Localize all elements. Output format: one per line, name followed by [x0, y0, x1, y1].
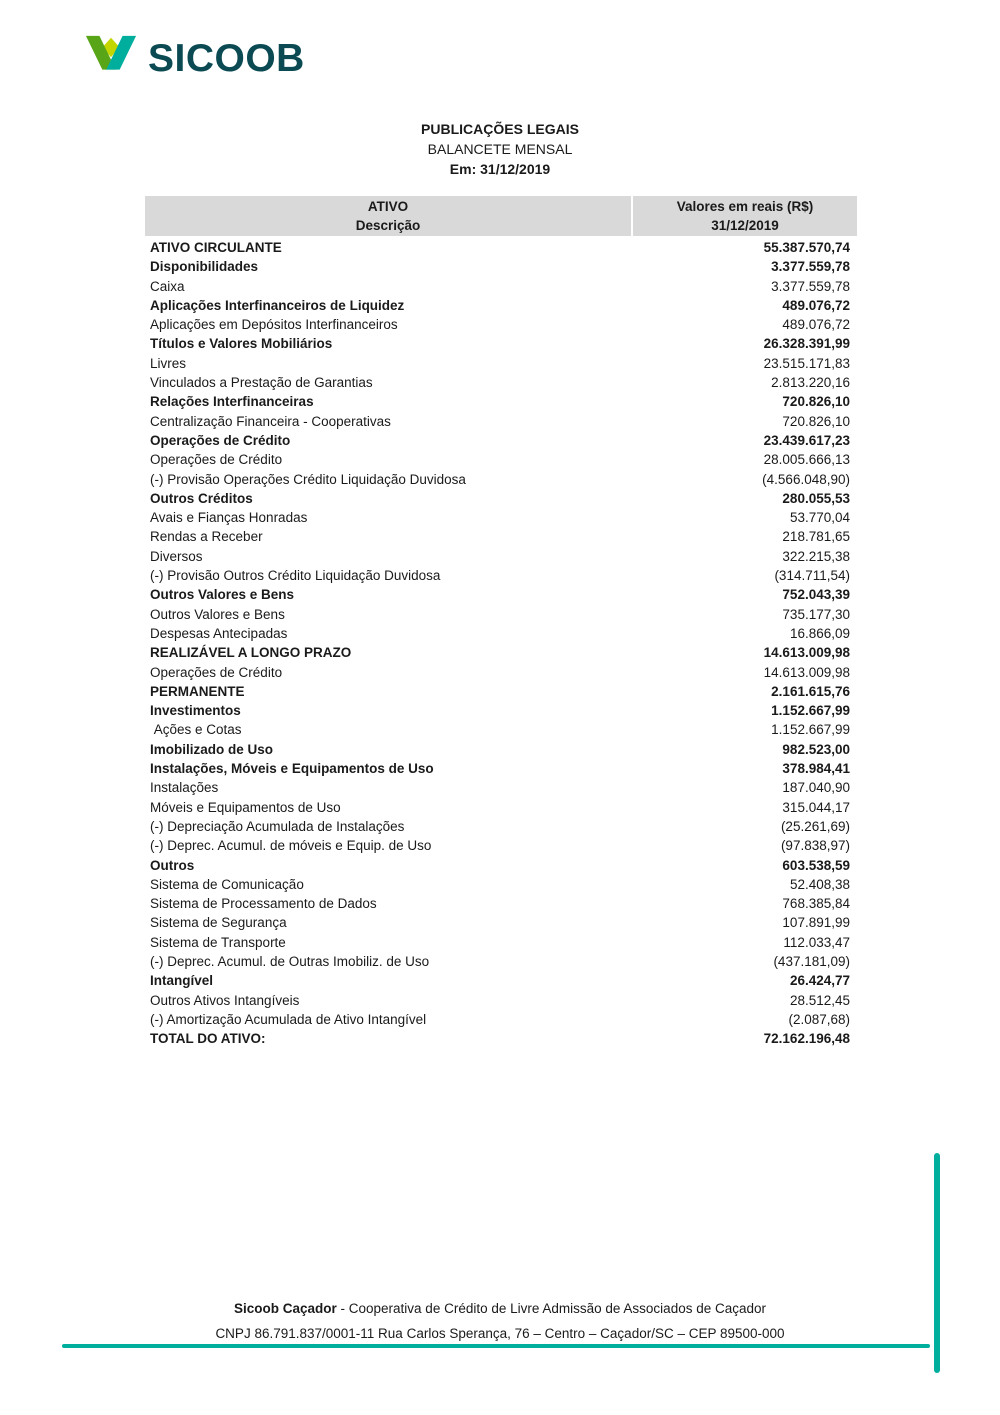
table-row: [145, 1029, 857, 1048]
table-row: [145, 450, 857, 469]
row-value: 28.005.666,13: [763, 452, 850, 468]
table-row: [145, 778, 857, 797]
table-row: [145, 277, 857, 296]
row-description: Avais e Fianças Honradas: [150, 510, 308, 526]
row-value: 112.033,47: [783, 934, 850, 950]
row-description: Imobilizado de Uso: [150, 741, 274, 757]
table-row: [145, 701, 857, 720]
table-row: [145, 952, 857, 971]
row-value: 322.215,38: [782, 548, 850, 564]
row-value: 23.439.617,23: [763, 432, 850, 448]
row-description: Despesas Antecipadas: [150, 625, 288, 641]
column-header-descricao: [145, 196, 631, 236]
row-description: (-) Provisão Outros Crédito Liquidação Duvidosa: [150, 568, 441, 584]
row-description: TOTAL DO ATIVO:: [150, 1031, 266, 1047]
row-value: 982.523,00: [782, 741, 850, 757]
table-row: [145, 527, 857, 546]
row-value: (97.838,97): [780, 838, 850, 854]
row-description: Móveis e Equipamentos de Uso: [150, 799, 341, 815]
row-value: 52.408,38: [789, 876, 850, 892]
table-row: [145, 933, 857, 952]
row-value: 26.424,77: [789, 973, 850, 989]
row-value: (437.181,09): [773, 953, 850, 969]
row-description: Outros: [150, 857, 195, 873]
table-row: [145, 836, 857, 855]
table-row: [145, 798, 857, 817]
row-value: 72.162.196,48: [763, 1031, 850, 1047]
row-description: Ações e Cotas: [150, 722, 242, 738]
row-description: PERMANENTE: [150, 683, 245, 699]
row-description: Sistema de Processamento de Dados: [150, 896, 377, 912]
row-description: Vinculados a Prestação de Garantias: [150, 375, 373, 391]
table-row: [145, 759, 857, 778]
sicoob-logo-text: SICOOB: [148, 37, 305, 80]
row-value: 3.377.559,78: [771, 278, 850, 294]
table-row: [145, 875, 857, 894]
sicoob-logo: [84, 34, 305, 84]
row-description: REALIZÁVEL A LONGO PRAZO: [150, 645, 352, 661]
row-description: Títulos e Valores Mobiliários: [150, 336, 333, 352]
row-value: 489.076,72: [782, 297, 850, 313]
row-description: Aplicações em Depósitos Interfinanceiros: [150, 317, 398, 333]
row-description: Diversos: [150, 548, 203, 564]
row-description: Disponibilidades: [150, 259, 259, 275]
table-row: [145, 663, 857, 682]
table-row: [145, 392, 857, 411]
row-value: 107.891,99: [782, 915, 850, 931]
table-row: [145, 740, 857, 759]
row-value: 16.866,09: [789, 625, 850, 641]
row-value: 2.813.220,16: [771, 375, 850, 391]
row-value: 768.385,84: [782, 896, 850, 912]
footer: [0, 1296, 1000, 1346]
column-header-data-label: 31/12/2019: [711, 218, 779, 233]
sicoob-logo-icon: [84, 34, 138, 84]
row-value: (314.711,54): [774, 568, 850, 584]
row-description: Outros Valores e Bens: [150, 587, 295, 603]
row-description: Intangível: [150, 973, 214, 989]
row-description: Livres: [150, 355, 187, 371]
table-row: [145, 720, 857, 739]
row-description: Outros Ativos Intangíveis: [150, 992, 300, 1008]
table-row: [145, 624, 857, 643]
row-description: Operações de Crédito: [150, 452, 283, 468]
footer-line2: CNPJ 86.791.837/0001-11 Rua Carlos Sperança, 76 – Centro – Caçador/SC – CEP 89500-000: [215, 1326, 785, 1341]
column-header-valores: [633, 196, 857, 236]
row-value: 315.044,17: [782, 799, 850, 815]
column-header-valores-label: Valores em reais (R$): [676, 199, 814, 214]
row-value: 14.613.009,98: [763, 664, 850, 680]
row-description: Operações de Crédito: [150, 432, 291, 448]
row-value: (2.087,68): [788, 1011, 850, 1027]
row-value: 603.538,59: [782, 857, 850, 873]
table-row: [145, 547, 857, 566]
row-value: 720.826,10: [782, 413, 850, 429]
table-row: [145, 1010, 857, 1029]
balance-sheet-table: [145, 196, 857, 1048]
row-value: 489.076,72: [782, 317, 850, 333]
row-description: (-) Amortização Acumulada de Ativo Intangível: [150, 1011, 427, 1027]
row-description: (-) Deprec. Acumul. de móveis e Equip. de Uso: [150, 838, 432, 854]
row-description: Caixa: [150, 278, 185, 294]
row-value: (25.261,69): [780, 818, 850, 834]
accent-bar-vertical: [934, 1153, 940, 1373]
table-row: [145, 856, 857, 875]
table-row: [145, 643, 857, 662]
row-description: Sistema de Segurança: [150, 915, 287, 931]
row-description: (-) Provisão Operações Crédito Liquidação Duvidosa: [150, 471, 466, 487]
row-value: 752.043,39: [782, 587, 850, 603]
row-description: ATIVO CIRCULANTE: [150, 240, 282, 255]
accent-line-horizontal: [62, 1344, 930, 1348]
table-body: [145, 238, 857, 1048]
table-row: [145, 971, 857, 990]
row-description: Relações Interfinanceiras: [150, 394, 314, 410]
row-description: Sistema de Transporte: [150, 934, 286, 950]
row-value: 735.177,30: [782, 606, 850, 622]
column-header-ativo-label: ATIVO: [367, 199, 409, 214]
row-value: 55.387.570,74: [763, 240, 850, 255]
row-description: Rendas a Receber: [150, 529, 263, 545]
row-value: 2.161.615,76: [771, 683, 850, 699]
table-row: [145, 682, 857, 701]
row-description: (-) Depreciação Acumulada de Instalações: [150, 818, 405, 834]
footer-company-description: - Cooperativa de Crédito de Livre Admissão de Associados de Caçador: [336, 1301, 767, 1316]
table-row: [145, 508, 857, 527]
row-description: Centralização Financeira - Cooperativas: [150, 413, 391, 429]
table-row: [145, 470, 857, 489]
table-header: [145, 196, 857, 236]
table-row: [145, 296, 857, 315]
footer-line1: [0, 1296, 1000, 1321]
table-row: [145, 257, 857, 276]
row-description: Outros Valores e Bens: [150, 606, 285, 622]
row-value: 26.328.391,99: [763, 336, 850, 352]
row-value: 218.781,65: [782, 529, 850, 545]
table-row: [145, 334, 857, 353]
table-row: [145, 315, 857, 334]
footer-company-name: Sicoob Caçador: [233, 1301, 337, 1316]
row-value: 23.515.171,83: [763, 355, 850, 371]
table-row: [145, 913, 857, 932]
table-row: [145, 894, 857, 913]
table-row: [145, 354, 857, 373]
doc-subtitle: BALANCETE MENSAL: [427, 141, 573, 157]
row-description: Sistema de Comunicação: [150, 876, 304, 892]
row-value: (4.566.048,90): [762, 471, 850, 487]
row-value: 378.984,41: [782, 761, 850, 777]
table-row: [145, 566, 857, 585]
row-description: Instalações, Móveis e Equipamentos de Uso: [150, 761, 434, 777]
row-value: 720.826,10: [782, 394, 850, 410]
document-titles: [0, 119, 1000, 179]
column-header-descricao-label: Descrição: [355, 218, 421, 233]
table-row: [145, 412, 857, 431]
table-row: [145, 431, 857, 450]
row-description: Operações de Crédito: [150, 664, 283, 680]
table-row: [145, 991, 857, 1010]
table-row: [145, 585, 857, 604]
row-value: 3.377.559,78: [771, 259, 850, 275]
table-row: [145, 489, 857, 508]
row-value: 28.512,45: [789, 992, 850, 1008]
row-value: 1.152.667,99: [771, 703, 850, 719]
row-value: 1.152.667,99: [771, 722, 850, 738]
doc-date: Em: 31/12/2019: [449, 161, 551, 177]
table-row: [145, 817, 857, 836]
table-row: [145, 373, 857, 392]
row-description: Aplicações Interfinanceiros de Liquidez: [150, 297, 405, 313]
row-value: 14.613.009,98: [763, 645, 850, 661]
row-description: Outros Créditos: [150, 490, 253, 506]
row-value: 280.055,53: [782, 490, 850, 506]
row-description: Instalações: [150, 780, 219, 796]
table-row: [145, 605, 857, 624]
row-description: Investimentos: [150, 703, 241, 719]
row-description: (-) Deprec. Acumul. de Outras Imobiliz. de Uso: [150, 953, 430, 969]
row-value: 187.040,90: [782, 780, 850, 796]
row-value: 53.770,04: [789, 510, 850, 526]
table-row: [145, 238, 857, 257]
doc-title: PUBLICAÇÕES LEGAIS: [421, 121, 579, 137]
